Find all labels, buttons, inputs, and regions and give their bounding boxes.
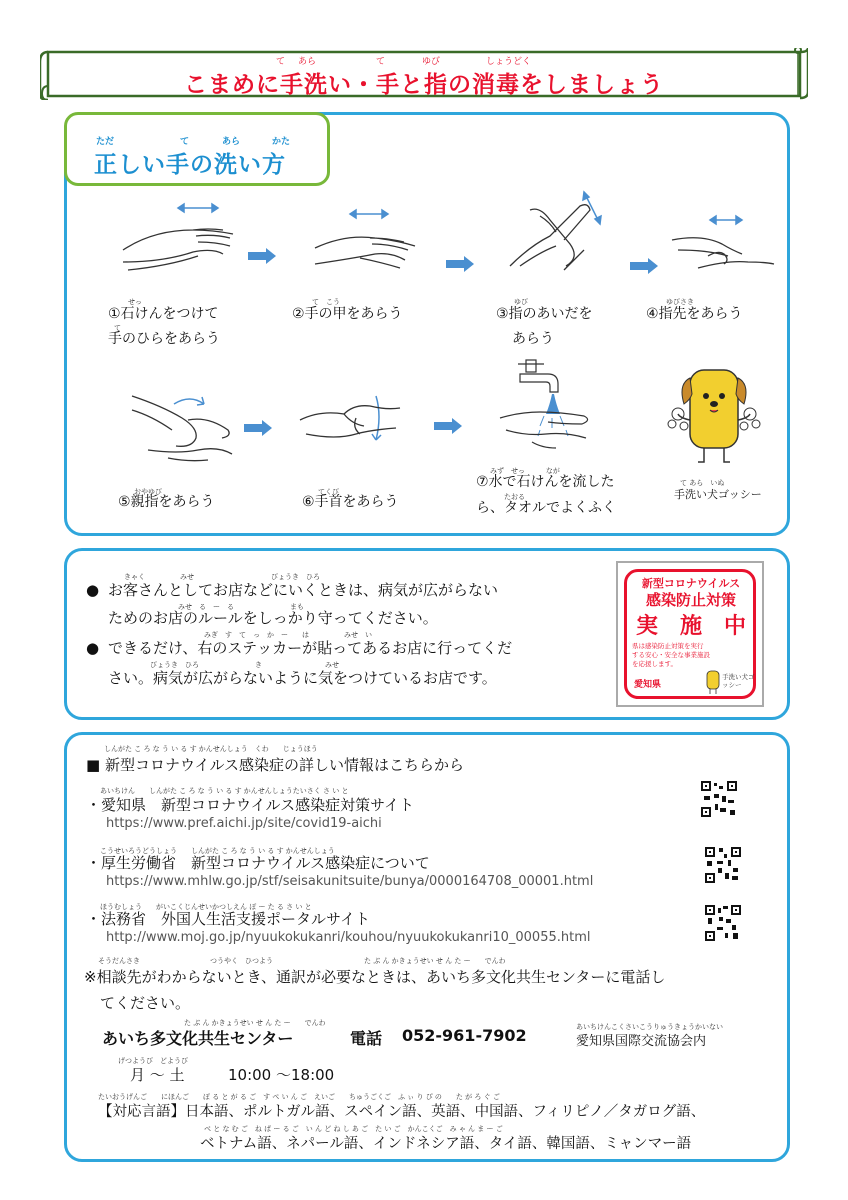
- link1-ruby: あいちけん しんがた こ ろ な う い る す かんせんしょうたいさく さ い と: [100, 787, 349, 795]
- sticker-mascot-label: 手洗い犬ゴッシー: [722, 673, 755, 689]
- wash-heading: 正しい手の洗い方: [94, 152, 286, 178]
- step1-ruby-a: せっ: [128, 298, 142, 306]
- step6-illustration: [296, 392, 406, 452]
- arrow-3-4: [630, 258, 658, 274]
- arrow-5-6: [244, 420, 272, 436]
- note-line1: ※相談先がわからないとき、通訳が必要なときは、あいち多文化共生センターに電話し: [84, 968, 666, 986]
- bullet-dot-2: ●: [86, 639, 100, 657]
- store-ruby-2: みせ る ー る まも: [178, 603, 304, 611]
- step6-label: ⑥手首をあらう: [302, 494, 399, 510]
- step7-label-line2: ら、タオルでよくふく: [476, 500, 616, 516]
- link1-label[interactable]: ・愛知県 新型コロナウイルス感染症対策サイト: [86, 796, 415, 814]
- step3-ruby: ゆび: [514, 298, 528, 306]
- sticker-line3: 実 施 中: [635, 614, 746, 639]
- store-bullet1-line2: ためのお店のルールをしっかり守ってください。: [108, 609, 438, 627]
- mascot-ruby: て あら いぬ: [680, 479, 725, 487]
- link2-label[interactable]: ・厚生労働省 新型コロナウイルス感染症について: [86, 854, 430, 872]
- languages-line1: 【対応言語】日本語、ポルトガル語、スペイン語、英語、中国語、フィリピノ／タガログ語、: [98, 1104, 706, 1120]
- store-ruby-4: びょうき ひろ き みせ: [150, 661, 339, 669]
- center-ruby: た ぶ ん かきょうせい せ ん た ー でんわ: [184, 1019, 326, 1027]
- sticker-line2: 感染防止対策: [645, 591, 736, 609]
- sticker-small1: 県は感染防止対策を実行: [632, 642, 704, 650]
- step5-illustration: [128, 380, 238, 466]
- ruby-yubi: ゆび: [422, 57, 441, 67]
- store-bullet1-line1: お客さんとしてお店などにいくときは、病気が広がらない: [108, 581, 499, 599]
- store-ruby-3: みぎ す て っ か ー は みせ い: [204, 631, 372, 639]
- phone-number[interactable]: 052-961-7902: [402, 1026, 527, 1045]
- languages-line2: ベトナム語、ネパール語、インドネシア語、タイ語、韓国語、ミャンマー語: [200, 1136, 692, 1152]
- heading-ruby-tada: ただ: [96, 137, 115, 147]
- arrow-6-7: [434, 418, 462, 434]
- ruby-shoudoku: しょうどく: [486, 57, 532, 67]
- ruby-te: て: [276, 57, 286, 67]
- ruby-te2: て: [376, 57, 386, 67]
- step4-ruby: ゆびさき: [666, 298, 694, 306]
- step7-ruby-a: みず せっ なが: [490, 467, 560, 475]
- heading-ruby-te: て: [180, 137, 190, 147]
- mascot-gosshii: [664, 364, 764, 470]
- step1-label-line2: 手のひらをあらう: [108, 331, 220, 347]
- heading-ruby-kata: かた: [272, 137, 291, 147]
- lang-ruby-1: たいおうげんご にほんご ぽ る と が る ご す ぺ い ん ご えいご ちゅうごくご ふ ぃ り ぴ の た が ろ ぐ ご: [98, 1093, 500, 1101]
- bullet-dot-1: ●: [86, 581, 100, 599]
- lang-ruby-2: べ と な む ご ね ぱ ー る ご い ん ど ね し あ ご た い ご かんこくご み ゃ ん ま ー ご: [204, 1125, 503, 1133]
- link1-url[interactable]: https://www.pref.aichi.jp/site/covid19-aichi: [106, 816, 382, 831]
- note-ruby: そうだんさき つうやく ひつよう た ぶ ん かきょうせい せ ん た ー でんわ: [98, 957, 506, 965]
- qr-code-moj[interactable]: [704, 904, 742, 942]
- sticker-small3: を応援します。: [632, 660, 677, 668]
- phone-label: 電話: [350, 1029, 383, 1048]
- step5-label: ⑤親指をあらう: [118, 494, 215, 510]
- arrow-2-3: [446, 256, 474, 272]
- sticker-mascot-icon: [702, 669, 724, 695]
- step1-illustration: [118, 200, 238, 280]
- center-name: あいち多文化共生センター: [102, 1029, 294, 1048]
- step5-ruby: おやゆび: [134, 488, 162, 496]
- step2-illustration: [310, 208, 420, 278]
- infection-prevention-sticker: [616, 561, 764, 707]
- heading-ruby-ara: あら: [222, 137, 241, 147]
- step7-illustration: [496, 356, 596, 458]
- step3-label-line1: ③指のあいだを: [496, 306, 593, 322]
- days: 月 ～ 土: [130, 1066, 185, 1084]
- assoc-ruby: あいちけんこくさいこうりゅうきょうかいない: [576, 1023, 723, 1031]
- step1-label-line1: ①石けんをつけて: [108, 306, 219, 322]
- store-ruby-1: きゃく みせ びょうき ひろ: [124, 573, 320, 581]
- ruby-ara: あら: [298, 57, 317, 67]
- hours: 10:00 ～18:00: [228, 1066, 335, 1084]
- step3-illustration: [500, 186, 610, 276]
- note-line2: てください。: [100, 994, 191, 1012]
- sticker-small2: する安心・安全な事業施設: [632, 651, 710, 659]
- step2-label: ②手の甲をあらう: [292, 306, 403, 322]
- link2-ruby: こうせいろうどうしょう しんがた こ ろ な う い る す かんせんしょう: [100, 847, 335, 855]
- step6-ruby: てくび: [318, 488, 339, 496]
- link3-label[interactable]: ・法務省 外国人生活支援ポータルサイト: [86, 910, 370, 928]
- mascot-label: 手洗い犬ゴッシー: [674, 488, 762, 501]
- step4-illustration: [668, 210, 778, 280]
- step7-ruby-b: たおる: [504, 493, 525, 501]
- step3-label-line2: あらう: [512, 331, 554, 347]
- page-title: こまめに手洗い・手と指の消毒をしましょう: [184, 72, 664, 98]
- sticker-line1: 新型コロナウイルス: [641, 577, 741, 590]
- link3-ruby: ほうむしょう がいこくじんせいかつしえん ぽ ー た る さ い と: [100, 903, 312, 911]
- qr-code-aichi[interactable]: [700, 780, 738, 818]
- arrow-1-2: [248, 248, 276, 264]
- days-ruby: げつようび どようび: [118, 1057, 188, 1065]
- sticker-logo: 愛知県: [634, 680, 662, 690]
- store-bullet2-line2: さい。病気が広がらないように気をつけているお店です。: [108, 669, 497, 687]
- link3-url[interactable]: http://www.moj.go.jp/nyuukokukanri/kouhou/nyuukokukanri10_00055.html: [106, 930, 591, 945]
- info-header: ■ 新型コロナウイルス感染症の詳しい情報はこちらから: [86, 756, 465, 774]
- association-name: 愛知県国際交流協会内: [576, 1034, 707, 1049]
- step1-ruby-b: て: [114, 324, 121, 332]
- step4-label: ④指先をあらう: [646, 306, 743, 322]
- qr-code-mhlw[interactable]: [704, 846, 742, 884]
- store-bullet2-line1: できるだけ、右のステッカーが貼ってあるお店に行ってくだ: [108, 639, 513, 657]
- info-header-ruby: しんがた こ ろ な う い る す かんせんしょう くわ じょうほう: [104, 745, 318, 753]
- link2-url[interactable]: https://www.mhlw.go.jp/stf/seisakunitsuite/bunya/0000164708_00001.html: [106, 874, 594, 889]
- step7-label-line1: ⑦水で石けんを流した: [476, 474, 615, 490]
- step2-ruby: て こう: [312, 298, 340, 306]
